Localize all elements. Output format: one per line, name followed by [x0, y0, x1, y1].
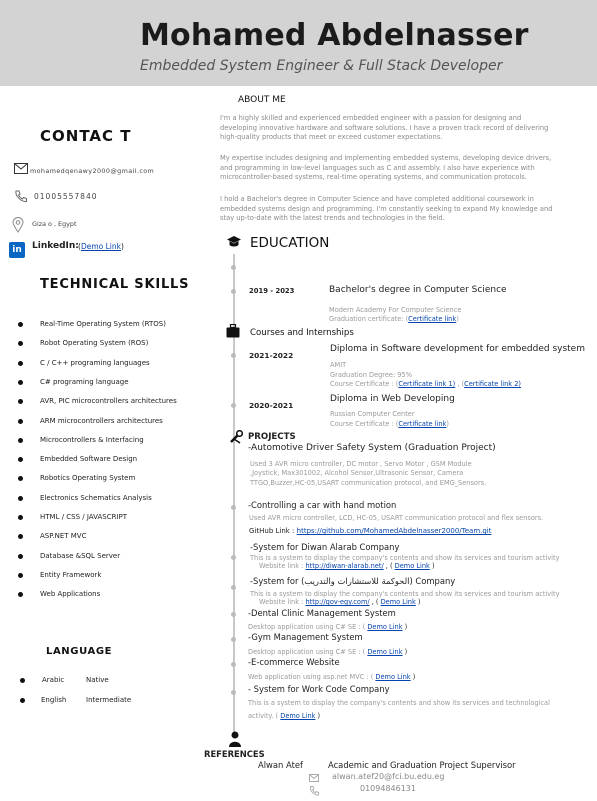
- contact-heading: CONTAC T: [40, 127, 132, 145]
- timeline-dot: [231, 637, 236, 642]
- skill-item: ASP.NET MVC: [40, 532, 87, 541]
- skill-bullet: [18, 476, 23, 481]
- degree-certificate-link[interactable]: Certificate link: [408, 315, 457, 323]
- contact-location: Giza o , Egypt: [32, 220, 77, 228]
- skill-item: Entity Framework: [40, 570, 102, 579]
- project1-desc-line2: ,Joystick, Max301002, Alcohol Sensor,Ultrasonic Sensor, Camera: [250, 469, 464, 477]
- reference-role: Academic and Graduation Project Supervisor: [328, 760, 516, 770]
- skill-bullet: [18, 496, 23, 501]
- project7-desc: Web application using asp.net MVC : (: [248, 673, 374, 681]
- timeline-dot: [231, 555, 236, 560]
- timeline-dot: [231, 690, 236, 695]
- courses-heading: Courses and Internships: [250, 328, 354, 338]
- course2-years: 2020-2021: [249, 401, 294, 410]
- contact-email[interactable]: mohamedqenawy2000@gmail.com: [30, 167, 155, 175]
- language-level: Native: [86, 676, 109, 684]
- skill-bullet: [18, 399, 23, 404]
- project8-demo-link[interactable]: Demo Link: [280, 712, 316, 720]
- skill-bullet: [18, 322, 23, 327]
- project8-desc-line2: activity. (: [248, 712, 279, 720]
- course1-years: 2021-2022: [249, 351, 294, 360]
- course1-certificate-link-2[interactable]: Certificate link 2): [464, 380, 521, 388]
- contact-phone[interactable]: 01005557840: [34, 192, 98, 201]
- project3-title: -System for Diwan Alarab Company: [250, 542, 400, 552]
- project7-demo-link[interactable]: Demo Link: [375, 673, 411, 681]
- person-icon: [228, 731, 242, 747]
- course2-org: Russian Computer Center: [330, 410, 415, 418]
- project7-title: -E-commerce Website: [248, 657, 340, 667]
- course2-cert-label: Course Certificate :: [330, 420, 394, 428]
- references-heading: REFERENCES: [204, 749, 265, 759]
- skill-bullet: [18, 554, 23, 559]
- location-pin-icon: [12, 217, 24, 233]
- timeline-dot: [231, 403, 236, 408]
- job-title: Embedded System Engineer & Full Stack Developer: [140, 58, 503, 74]
- timeline-dot: [231, 612, 236, 617]
- project1-title: -Automotive Driver Safety System (Graduation Project): [248, 443, 496, 453]
- skill-bullet: [18, 592, 23, 597]
- skill-bullet: [18, 341, 23, 346]
- skill-item: Microcontrollers & Interfacing: [40, 435, 144, 444]
- project4-desc: This is a system to display the company's contents and show its services and tourism activity: [250, 590, 560, 598]
- timeline-dot: [231, 353, 236, 358]
- project4-demo-link[interactable]: Demo Link: [380, 598, 416, 606]
- linkedin-label: LinkedIn:: [32, 241, 79, 251]
- skill-item: C# programing language: [40, 377, 129, 386]
- language-bullet: [20, 698, 25, 703]
- degree-title: Bachelor's degree in Computer Science: [329, 285, 507, 295]
- course1-grade: Graduation Degree: 95%: [330, 371, 412, 379]
- degree-cert-label: Graduation certificate:: [329, 315, 404, 323]
- timeline-dot: [231, 505, 236, 510]
- skill-bullet: [18, 438, 23, 443]
- skill-bullet: [18, 380, 23, 385]
- course2-title: Diploma in Web Developing: [330, 394, 455, 404]
- project3-desc: This is a system to display the company's contents and show its services and tourism activity: [250, 554, 560, 562]
- reference-name: Alwan Atef: [258, 760, 303, 770]
- degree-school: Modern Academy For Computer Science: [329, 306, 462, 314]
- skill-item: Electronics Schematics Analysis: [40, 493, 152, 502]
- skill-item: AVR, PIC microcontrollers architectures: [40, 397, 177, 406]
- about-heading: ABOUT ME: [238, 95, 286, 105]
- skill-item: C / C++ programing languages: [40, 358, 150, 367]
- project2-github-label: GitHub Link :: [249, 527, 295, 535]
- person-name: Mohamed Abdelnasser: [140, 18, 529, 53]
- course1-org: AMIT: [330, 361, 347, 369]
- language-bullet: [20, 678, 25, 683]
- timeline-dot: [231, 289, 236, 294]
- project1-desc-line3: TTGO,Buzzer,HC-05,USART communication protocol, and EMG_Sensors.: [250, 479, 487, 487]
- skill-item: Web Applications: [40, 590, 101, 599]
- skill-item: Robot Operating System (ROS): [40, 339, 149, 348]
- project8-title: - System for Work Code Company: [248, 684, 390, 694]
- skill-bullet: [18, 573, 23, 578]
- timeline-dot: [231, 662, 236, 667]
- linkedin-icon: in: [9, 242, 25, 258]
- graduation-cap-icon: [226, 235, 242, 249]
- project3-website-label: Website link :: [259, 562, 304, 570]
- project8-desc-line1: This is a system to display the company's contents and show its services and technological: [248, 699, 550, 707]
- timeline-dot: [231, 585, 236, 590]
- project3-demo-link[interactable]: Demo Link: [394, 562, 430, 570]
- skill-item: ARM microcontrollers architectures: [40, 416, 163, 425]
- project1-desc-line1: Used 3 AVR micro controller, DC motor , Servo Motor , GSM Module: [250, 460, 472, 468]
- project4-website-label: Website link :: [259, 598, 304, 606]
- briefcase-icon: [226, 324, 240, 338]
- skill-item: Real-Time Operating System (RTOS): [40, 320, 166, 328]
- project6-title: -Gym Management System: [248, 632, 363, 642]
- timeline-dot: [231, 265, 236, 270]
- project6-desc: Desktop application using C# SE : (: [248, 648, 366, 656]
- project5-demo-link[interactable]: Demo Link: [367, 623, 403, 631]
- project6-demo-link[interactable]: Demo Link: [367, 648, 403, 656]
- course2-certificate-link[interactable]: Certificate link: [398, 420, 447, 428]
- language-heading: LANGUAGE: [46, 646, 113, 657]
- project5-desc: Desktop application using C# SE : (: [248, 623, 366, 631]
- language-name: English: [41, 696, 67, 704]
- about-paragraph-1: I'm a highly skilled and experienced embedded engineer with a passion for designing and developing innovative hardware and software solutions. I have a proven track record of delivering high-quality products that meet or exceed customer expectations.: [220, 114, 549, 142]
- course1-certificate-link-1[interactable]: Certificate link 1): [398, 380, 456, 388]
- project2-github-link[interactable]: https://github.com/MohamedAbdelnasser2000/Team.git: [296, 527, 492, 535]
- project2-title: -Controlling a car with hand motion: [248, 500, 397, 510]
- reference-phone[interactable]: 01094846131: [360, 784, 416, 793]
- language-name: Arabic: [42, 676, 65, 684]
- skill-item: Robotics Operating System: [40, 474, 136, 483]
- skill-bullet: [18, 457, 23, 462]
- skills-heading: TECHNICAL SKILLS: [40, 277, 190, 292]
- course1-cert-label: Course Certificate :: [330, 380, 394, 388]
- reference-email-icon: [309, 774, 319, 782]
- reference-email[interactable]: alwan.atef20@fci.bu.edu.eg: [332, 772, 445, 781]
- project5-title: -Dental Clinic Management System: [248, 608, 396, 618]
- education-heading: EDUCATION: [250, 235, 330, 251]
- language-level: Intermediate: [86, 696, 132, 704]
- project3-website-link[interactable]: http://diwan-alarab.net/: [305, 562, 384, 570]
- skill-bullet: [18, 534, 23, 539]
- phone-icon: [14, 190, 27, 203]
- reference-phone-icon: [309, 786, 319, 796]
- course1-title: Diploma in Software development for embedded system: [330, 344, 585, 354]
- about-paragraph-3: I hold a Bachelor's degree in Computer Science and have completed additional coursework in embedded systems design and programming. I'm constantly seeking to expand My knowledge and stay up-to-date with the latest trends and technologies in the field.: [220, 195, 553, 223]
- projects-heading: PROJECTS: [248, 432, 296, 442]
- skill-bullet: [18, 515, 23, 520]
- skill-item: Database &SQL Server: [40, 551, 121, 560]
- skill-bullet: [18, 419, 23, 424]
- project4-title: -System for (الحوكمة للاستشارات والتدريب) Company: [250, 576, 456, 586]
- project4-website-link[interactable]: http://gov-egy.com/: [305, 598, 370, 606]
- degree-years: 2019 - 2023: [249, 287, 295, 295]
- tools-icon: [229, 430, 244, 444]
- skill-item: HTML / CSS / JAVASCRIPT: [40, 513, 128, 521]
- about-paragraph-2: My expertise includes designing and implementing embedded systems, developing device drivers, and programming in low-level languages such as C and assembly. I also have experience with microcontroller-based systems, real-time operating systems, and communication protocols.: [220, 154, 552, 182]
- skill-bullet: [18, 361, 23, 366]
- skill-item: Embedded Software Design: [40, 455, 138, 464]
- email-icon: [14, 163, 28, 174]
- project2-desc: Used AVR micro controller, LCD, HC-05, USART communication protocol and flex sensors.: [249, 514, 544, 522]
- linkedin-demo-link[interactable]: Demo Link: [80, 242, 121, 251]
